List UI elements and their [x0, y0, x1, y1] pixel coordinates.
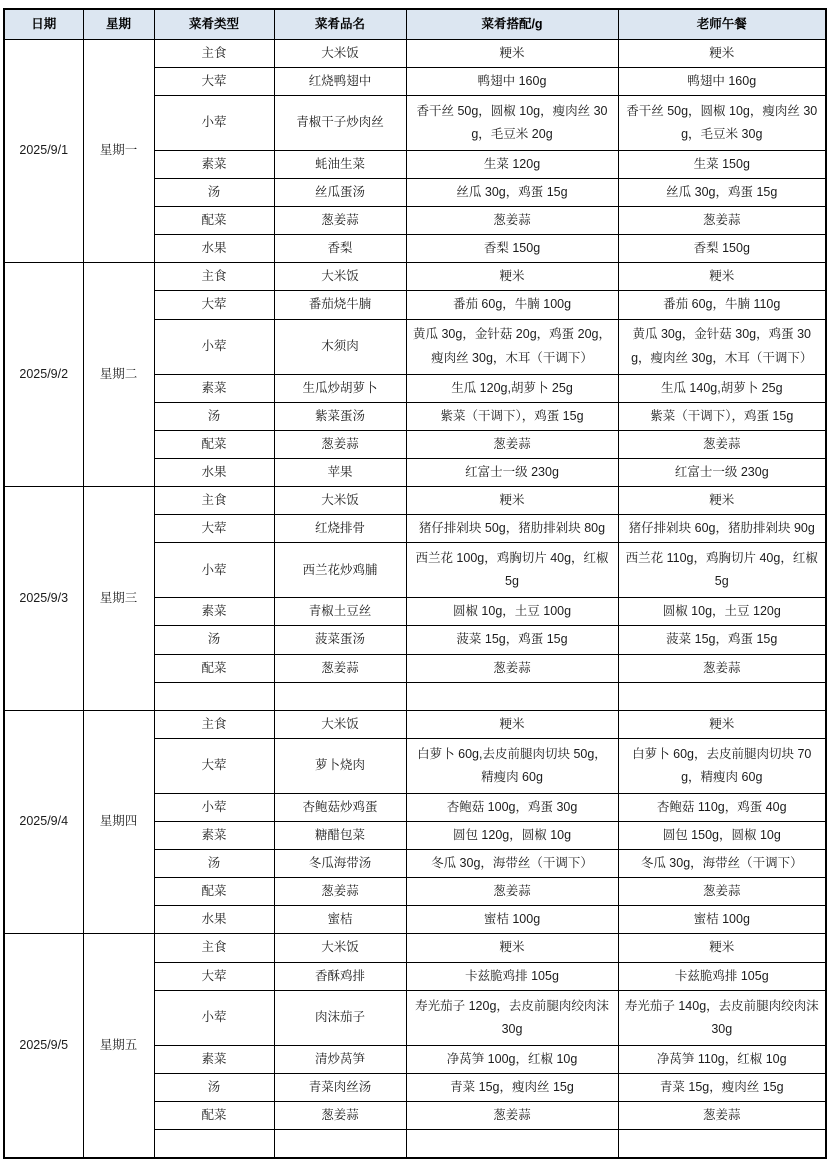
combo-cell: 生菜 120g — [406, 150, 618, 178]
dish-name-cell: 蚝油生菜 — [274, 150, 406, 178]
teacher-lunch-cell: 粳米 — [618, 39, 826, 67]
teacher-lunch-cell: 蜜桔 100g — [618, 906, 826, 934]
combo-cell: 粳米 — [406, 487, 618, 515]
combo-cell — [406, 1130, 618, 1158]
combo-cell: 红富士一级 230g — [406, 458, 618, 486]
teacher-lunch-cell: 黄瓜 30g，金针菇 30g，鸡蛋 30g，瘦肉丝 30g，木耳（干调下） — [618, 319, 826, 374]
dish-type-cell: 大荤 — [154, 962, 274, 990]
teacher-lunch-cell: 粳米 — [618, 263, 826, 291]
dish-type-cell: 主食 — [154, 39, 274, 67]
combo-cell: 番茄 60g，牛腩 100g — [406, 291, 618, 319]
menu-row — [4, 263, 826, 291]
teacher-lunch-cell: 丝瓜 30g，鸡蛋 15g — [618, 178, 826, 206]
dish-type-cell: 汤 — [154, 1073, 274, 1101]
combo-cell: 葱姜蒜 — [406, 207, 618, 235]
date-cell: 2025/9/4 — [4, 710, 83, 934]
date-cell: 2025/9/5 — [4, 934, 83, 1158]
dish-name-cell: 葱姜蒜 — [274, 1101, 406, 1129]
combo-cell: 蜜桔 100g — [406, 906, 618, 934]
weekly-menu-table — [3, 8, 827, 1159]
table-body — [4, 39, 826, 1158]
menu-row — [4, 487, 826, 515]
teacher-lunch-cell: 葱姜蒜 — [618, 654, 826, 682]
dish-type-cell: 配菜 — [154, 654, 274, 682]
dish-name-cell: 大米饭 — [274, 263, 406, 291]
dish-name-cell — [274, 1130, 406, 1158]
teacher-lunch-cell: 猪仔排剁块 60g，猪肋排剁块 90g — [618, 515, 826, 543]
teacher-lunch-cell: 香梨 150g — [618, 235, 826, 263]
dish-type-cell: 小荤 — [154, 793, 274, 821]
teacher-lunch-cell: 净莴笋 110g，红椒 10g — [618, 1045, 826, 1073]
dish-name-cell: 大米饭 — [274, 934, 406, 962]
combo-cell: 圆包 120g，圆椒 10g — [406, 821, 618, 849]
dish-type-cell — [154, 1130, 274, 1158]
combo-cell: 葱姜蒜 — [406, 878, 618, 906]
dish-type-cell: 水果 — [154, 458, 274, 486]
combo-cell: 卡兹脆鸡排 105g — [406, 962, 618, 990]
dish-type-cell: 大荤 — [154, 515, 274, 543]
dish-name-cell: 红烧排骨 — [274, 515, 406, 543]
teacher-lunch-cell: 粳米 — [618, 487, 826, 515]
header-cell-weekday: 星期 — [83, 9, 154, 39]
dish-type-cell: 主食 — [154, 710, 274, 738]
combo-cell: 青菜 15g，瘦肉丝 15g — [406, 1073, 618, 1101]
header-cell-dish-name: 菜肴品名 — [274, 9, 406, 39]
dish-name-cell: 大米饭 — [274, 487, 406, 515]
teacher-lunch-cell: 葱姜蒜 — [618, 207, 826, 235]
dish-type-cell: 主食 — [154, 263, 274, 291]
combo-cell: 粳米 — [406, 263, 618, 291]
dish-type-cell: 大荤 — [154, 291, 274, 319]
dish-type-cell: 汤 — [154, 178, 274, 206]
weekday-cell: 星期五 — [83, 934, 154, 1158]
dish-name-cell: 糖醋包菜 — [274, 821, 406, 849]
combo-cell: 葱姜蒜 — [406, 1101, 618, 1129]
combo-cell: 香干丝 50g，圆椒 10g，瘦肉丝 30g，毛豆米 20g — [406, 95, 618, 150]
dish-name-cell: 青菜肉丝汤 — [274, 1073, 406, 1101]
teacher-lunch-cell: 番茄 60g，牛腩 110g — [618, 291, 826, 319]
teacher-lunch-cell: 寿光茄子 140g，去皮前腿肉绞肉沫 30g — [618, 990, 826, 1045]
weekday-cell: 星期三 — [83, 487, 154, 711]
dish-type-cell: 素菜 — [154, 1045, 274, 1073]
date-cell: 2025/9/2 — [4, 263, 83, 487]
teacher-lunch-cell: 鸭翅中 160g — [618, 67, 826, 95]
dish-type-cell: 主食 — [154, 487, 274, 515]
combo-cell: 黄瓜 30g，金针菇 20g，鸡蛋 20g，瘦肉丝 30g，木耳（干调下） — [406, 319, 618, 374]
dish-name-cell: 清炒莴笋 — [274, 1045, 406, 1073]
combo-cell — [406, 682, 618, 710]
date-cell: 2025/9/3 — [4, 487, 83, 711]
teacher-lunch-cell: 香干丝 50g，圆椒 10g，瘦肉丝 30g，毛豆米 30g — [618, 95, 826, 150]
date-cell: 2025/9/1 — [4, 39, 83, 263]
teacher-lunch-cell: 圆椒 10g，土豆 120g — [618, 598, 826, 626]
dish-type-cell: 水果 — [154, 235, 274, 263]
combo-cell: 冬瓜 30g，海带丝（干调下） — [406, 850, 618, 878]
teacher-lunch-cell: 青菜 15g，瘦肉丝 15g — [618, 1073, 826, 1101]
combo-cell: 粳米 — [406, 934, 618, 962]
dish-name-cell: 蜜桔 — [274, 906, 406, 934]
teacher-lunch-cell: 生菜 150g — [618, 150, 826, 178]
teacher-lunch-cell — [618, 1130, 826, 1158]
teacher-lunch-cell: 西兰花 110g，鸡胸切片 40g，红椒 5g — [618, 543, 826, 598]
combo-cell: 圆椒 10g，土豆 100g — [406, 598, 618, 626]
teacher-lunch-cell: 葱姜蒜 — [618, 430, 826, 458]
dish-type-cell: 大荤 — [154, 738, 274, 793]
dish-type-cell: 主食 — [154, 934, 274, 962]
dish-name-cell: 杏鲍菇炒鸡蛋 — [274, 793, 406, 821]
table-header — [4, 9, 826, 39]
dish-type-cell: 小荤 — [154, 990, 274, 1045]
teacher-lunch-cell: 粳米 — [618, 710, 826, 738]
dish-name-cell: 香梨 — [274, 235, 406, 263]
dish-name-cell: 紫菜蛋汤 — [274, 402, 406, 430]
dish-name-cell: 大米饭 — [274, 39, 406, 67]
menu-row — [4, 39, 826, 67]
teacher-lunch-cell: 葱姜蒜 — [618, 1101, 826, 1129]
combo-cell: 西兰花 100g，鸡胸切片 40g，红椒 5g — [406, 543, 618, 598]
combo-cell: 葱姜蒜 — [406, 430, 618, 458]
dish-name-cell: 萝卜烧肉 — [274, 738, 406, 793]
header-cell-dish-type: 菜肴类型 — [154, 9, 274, 39]
dish-name-cell: 木须肉 — [274, 319, 406, 374]
teacher-lunch-cell: 粳米 — [618, 934, 826, 962]
combo-cell: 寿光茄子 120g，去皮前腿肉绞肉沫 30g — [406, 990, 618, 1045]
combo-cell: 丝瓜 30g，鸡蛋 15g — [406, 178, 618, 206]
dish-name-cell: 番茄烧牛腩 — [274, 291, 406, 319]
dish-type-cell: 配菜 — [154, 1101, 274, 1129]
teacher-lunch-cell: 红富士一级 230g — [618, 458, 826, 486]
dish-name-cell: 西兰花炒鸡脯 — [274, 543, 406, 598]
dish-type-cell: 配菜 — [154, 878, 274, 906]
dish-type-cell — [154, 682, 274, 710]
dish-type-cell: 小荤 — [154, 319, 274, 374]
teacher-lunch-cell: 葱姜蒜 — [618, 878, 826, 906]
combo-cell: 紫菜（干调下），鸡蛋 15g — [406, 402, 618, 430]
dish-name-cell: 青椒土豆丝 — [274, 598, 406, 626]
dish-type-cell: 汤 — [154, 850, 274, 878]
combo-cell: 粳米 — [406, 710, 618, 738]
dish-name-cell: 香酥鸡排 — [274, 962, 406, 990]
dish-name-cell: 青椒干子炒肉丝 — [274, 95, 406, 150]
dish-type-cell: 水果 — [154, 906, 274, 934]
dish-name-cell: 肉沫茄子 — [274, 990, 406, 1045]
dish-type-cell: 汤 — [154, 402, 274, 430]
dish-name-cell: 菠菜蛋汤 — [274, 626, 406, 654]
dish-type-cell: 汤 — [154, 626, 274, 654]
dish-type-cell: 素菜 — [154, 598, 274, 626]
dish-name-cell: 红烧鸭翅中 — [274, 67, 406, 95]
dish-name-cell: 苹果 — [274, 458, 406, 486]
teacher-lunch-cell: 紫菜（干调下），鸡蛋 15g — [618, 402, 826, 430]
teacher-lunch-cell: 冬瓜 30g，海带丝（干调下） — [618, 850, 826, 878]
dish-name-cell: 葱姜蒜 — [274, 878, 406, 906]
combo-cell: 生瓜 120g,胡萝卜 25g — [406, 374, 618, 402]
combo-cell: 猪仔排剁块 50g，猪肋排剁块 80g — [406, 515, 618, 543]
dish-type-cell: 小荤 — [154, 543, 274, 598]
dish-type-cell: 素菜 — [154, 150, 274, 178]
teacher-lunch-cell: 白萝卜 60g，去皮前腿肉切块 70g，精瘦肉 60g — [618, 738, 826, 793]
dish-type-cell: 素菜 — [154, 821, 274, 849]
header-cell-combo: 菜肴搭配/g — [406, 9, 618, 39]
combo-cell: 白萝卜 60g,去皮前腿肉切块 50g，精瘦肉 60g — [406, 738, 618, 793]
header-cell-teacher: 老师午餐 — [618, 9, 826, 39]
combo-cell: 菠菜 15g，鸡蛋 15g — [406, 626, 618, 654]
dish-name-cell: 葱姜蒜 — [274, 654, 406, 682]
combo-cell: 香梨 150g — [406, 235, 618, 263]
weekday-cell: 星期二 — [83, 263, 154, 487]
dish-name-cell: 葱姜蒜 — [274, 207, 406, 235]
dish-name-cell: 生瓜炒胡萝卜 — [274, 374, 406, 402]
weekday-cell: 星期四 — [83, 710, 154, 934]
teacher-lunch-cell: 生瓜 140g,胡萝卜 25g — [618, 374, 826, 402]
dish-name-cell — [274, 682, 406, 710]
combo-cell: 鸭翅中 160g — [406, 67, 618, 95]
dish-type-cell: 配菜 — [154, 207, 274, 235]
teacher-lunch-cell: 圆包 150g，圆椒 10g — [618, 821, 826, 849]
dish-name-cell: 大米饭 — [274, 710, 406, 738]
teacher-lunch-cell: 杏鲍菇 110g，鸡蛋 40g — [618, 793, 826, 821]
dish-type-cell: 素菜 — [154, 374, 274, 402]
header-row — [4, 9, 826, 39]
combo-cell: 粳米 — [406, 39, 618, 67]
teacher-lunch-cell: 卡兹脆鸡排 105g — [618, 962, 826, 990]
weekday-cell: 星期一 — [83, 39, 154, 263]
dish-type-cell: 大荤 — [154, 67, 274, 95]
combo-cell: 杏鲍菇 100g，鸡蛋 30g — [406, 793, 618, 821]
header-cell-date: 日期 — [4, 9, 83, 39]
combo-cell: 葱姜蒜 — [406, 654, 618, 682]
teacher-lunch-cell — [618, 682, 826, 710]
menu-row — [4, 934, 826, 962]
dish-type-cell: 小荤 — [154, 95, 274, 150]
dish-name-cell: 丝瓜蛋汤 — [274, 178, 406, 206]
dish-name-cell: 葱姜蒜 — [274, 430, 406, 458]
teacher-lunch-cell: 菠菜 15g，鸡蛋 15g — [618, 626, 826, 654]
menu-row — [4, 710, 826, 738]
dish-type-cell: 配菜 — [154, 430, 274, 458]
combo-cell: 净莴笋 100g，红椒 10g — [406, 1045, 618, 1073]
dish-name-cell: 冬瓜海带汤 — [274, 850, 406, 878]
